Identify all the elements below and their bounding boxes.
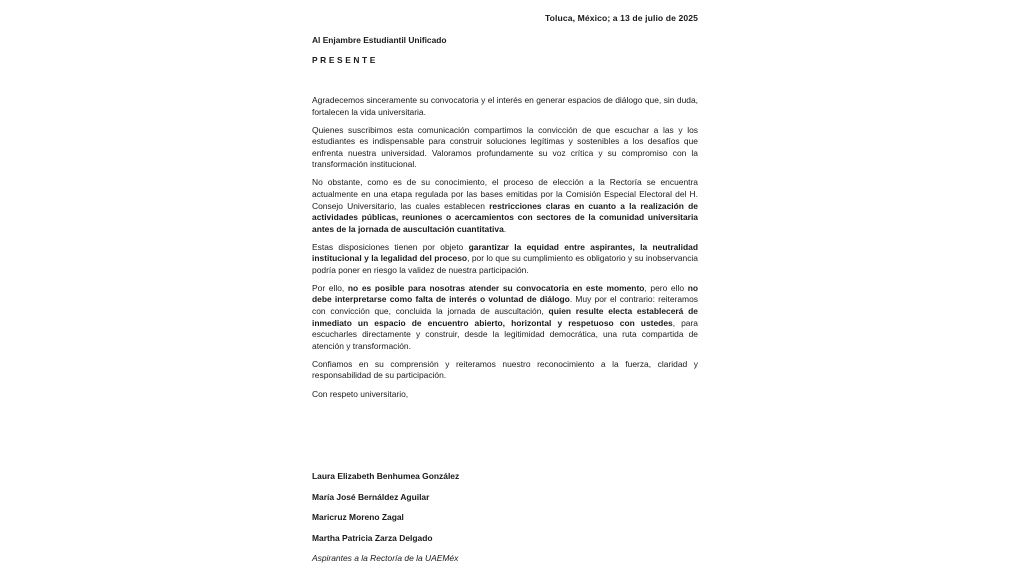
- paragraph-text: .: [503, 223, 507, 234]
- paragraph-text: Confiamos en su comprensión y reiteramos nuestro reconocimiento a la fuerza, claridad y responsabilidad de su participación.: [312, 358, 698, 381]
- signature-block: [312, 471, 698, 564]
- closing-line: Con respeto universitario,: [312, 389, 409, 400]
- emphasized-text: restricciones claras en cuanto a la realización de actividades públicas, reuniones o acercamientos con sectores de la comunidad universitaria antes de la jornada de auscultación cuantitativa: [312, 200, 698, 234]
- emphasized-text: no es posible para nosotras atender su convocatoria en este momento: [347, 282, 645, 293]
- letter-paragraph: [312, 177, 698, 235]
- emphasized-text: garantizar la equidad entre aspirantes, la neutralidad institucional y la legalidad del proceso: [312, 241, 698, 264]
- paragraph-text: , por lo que su cumplimiento es obligatorio y su inobservancia podría poner en riesgo la validez de nuestra participación.: [312, 253, 698, 275]
- signatory-name: Laura Elizabeth Benhumea González: [312, 471, 460, 481]
- paragraph-text: Agradecemos sinceramente su convocatoria y el interés en generar espacios de diálogo que, sin duda, fortalecen la vida universitaria.: [312, 95, 698, 117]
- paragraph-text: , pero ello: [644, 282, 688, 293]
- paragraph-text: Quienes suscribimos esta comunicación compartimos la convicción de que escuchar a las y los estudiantes es indispensable para construir soluciones legítimas y sostenibles a los desafíos que enfrenta nuestra universidad. Valoramos profundamente su voz crítica y su compromiso con la transformación institucional.: [312, 124, 698, 170]
- signatory-name: María José Bernáldez Aguilar: [312, 491, 430, 502]
- signatory-name: Maricruz Moreno Zagal: [312, 512, 404, 522]
- letter-paragraph: [312, 125, 698, 171]
- letter-paragraph: [312, 242, 698, 277]
- signatory-name: Martha Patricia Zarza Delgado: [312, 532, 433, 543]
- paragraph-text: No obstante, como es de su conocimiento, el proceso de elección a la Rectoría se encuentra actualmente en una etapa regulada por las bases emitidas por la Comisión Especial Electoral del H. Consejo Universitario, las cuales establecen: [312, 177, 698, 211]
- letter-paragraph: [312, 283, 698, 353]
- date-line: Toluca, México; a 13 de julio de 2025: [544, 13, 698, 23]
- paragraph-text: Por ello,: [312, 282, 348, 293]
- letter-body: [312, 95, 698, 401]
- recipient-line: Al Enjambre Estudiantil Unificado: [312, 35, 447, 45]
- letter-paragraph: [312, 359, 698, 382]
- letter-paragraph: [312, 95, 698, 118]
- paragraph-text: . Muy por el contrario: reiteramos con convicción que, concluida la jornada de auscultación,: [312, 294, 698, 317]
- signatory-role: Aspirantes a la Rectoría de la UAEMéx: [312, 553, 459, 563]
- paragraph-text: , para escucharles directamente y construir, desde la legitimidad democrática, una ruta compartida de atención y transformación.: [312, 317, 698, 351]
- emphasized-text: no debe interpretarse como falta de interés o voluntad de diálogo: [312, 282, 698, 305]
- paragraph-text: Estas disposiciones tienen por objeto: [312, 241, 469, 252]
- letter-page: [312, 0, 698, 576]
- emphasized-text: quien resulte electa establecerá de inmediato un espacio de encuentro abierto, horizontal y respetuoso con ustedes: [312, 306, 698, 328]
- presente-heading: PRESENTE: [312, 55, 378, 65]
